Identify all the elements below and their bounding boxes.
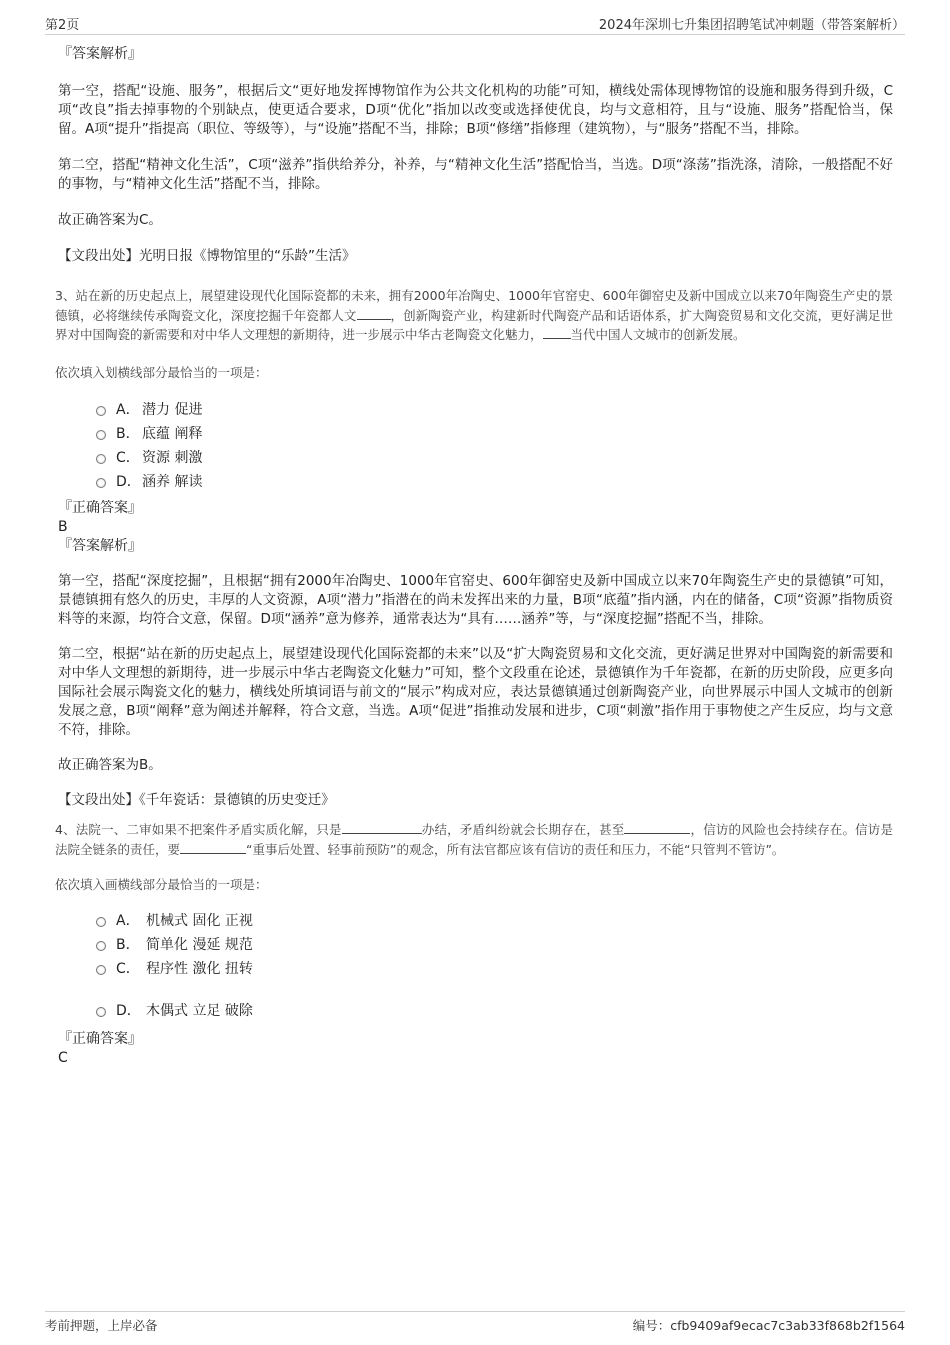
q4-blank-1 bbox=[342, 820, 422, 834]
q3-source: 【文段出处】《千年瓷话：景德镇的历史变迁》 bbox=[58, 792, 335, 808]
footer-slogan: 考前押题，上岸必备 bbox=[45, 1318, 158, 1333]
q4-option-d[interactable]: D． 木偶式 立足 破除 bbox=[58, 999, 893, 1023]
q3-option-b[interactable]: B． 底蕴 阐释 bbox=[58, 422, 893, 446]
document-title: 2024年深圳七升集团招聘笔试冲刺题（带答案解析） bbox=[598, 18, 905, 33]
q2-conclusion: 故正确答案为C。 bbox=[58, 212, 162, 228]
q4-option-a[interactable]: A． 机械式 固化 正视 bbox=[58, 909, 893, 933]
radio-icon[interactable] bbox=[96, 965, 106, 975]
q4-option-b[interactable]: B． 简单化 漫延 规范 bbox=[58, 933, 893, 957]
q4-option-c[interactable]: C． 程序性 激化 扭转 bbox=[58, 957, 893, 981]
q3-options bbox=[58, 398, 893, 494]
q2-analysis-paragraph-1: 第一空，搭配“设施、服务”，根据后文“更好地发挥博物馆作为公共文化机构的功能”可知，横线处需体现博物馆的设施和服务得到升级，C项“改良”指去掉事物的个别缺点，使更适合要求，D项“优化”指加以改变或选择使优良，均与文意相符，且与“设施、服务”搭配恰当，保留。A项“提升”指提高（职位、等级等），与“设施”搭配不当，排除；B项“修缮”指修理（建筑物），与“服务”搭配不当，排除。 bbox=[58, 83, 893, 137]
q3-blank-1 bbox=[357, 306, 391, 320]
q3-instruction: 依次填入划横线部分最恰当的一项是： bbox=[55, 364, 268, 380]
radio-icon[interactable] bbox=[96, 478, 106, 488]
page-footer bbox=[45, 1311, 905, 1336]
page-number: 第2页 bbox=[45, 18, 80, 33]
document-body bbox=[55, 44, 893, 1067]
q4-blank-3 bbox=[180, 840, 246, 854]
radio-icon[interactable] bbox=[96, 941, 106, 951]
q3-option-a[interactable]: A． 潜力 促进 bbox=[58, 398, 893, 422]
q4-options bbox=[58, 909, 893, 1023]
q2-analysis-paragraph-2: 第二空，搭配“精神文化生活”，C项“滋养”指供给养分，补养，与“精神文化生活”搭配恰当，当选。D项“涤荡”指洗涤，清除，一般搭配不好的事物，与“精神文化生活”搭配不当，排除。 bbox=[58, 157, 893, 192]
q3-stem: 3、站在新的历史起点上，展望建设现代化国际瓷都的未来，拥有2000年冶陶史、1000年官窑史、600年御窑史及新中国成立以来70年陶瓷生产史的景德镇，必将继续传承陶瓷文化，深度挖掘千年瓷都人文 ，创新陶瓷产业，构建新时代陶瓷产品和话语体系，扩大陶瓷贸易和文化交流，更好满足世界对中国陶瓷的新需要和对中华人文理想的新期待，进一步展示中华古老陶瓷文化魅力， 当代中国人文城市的创新发展。 bbox=[55, 288, 893, 342]
q3-option-d[interactable]: D．涵养 解读 bbox=[58, 470, 893, 494]
q3-analysis-paragraph-1: 第一空，搭配“深度挖掘”，且根据“拥有2000年冶陶史、1000年官窑史、600年御窑史及新中国成立以来70年陶瓷生产史的景德镇”可知，景德镇拥有悠久的历史，丰厚的人文资源，A项“潜力”指潜在的尚未发挥出来的力量，B项“底蕴”指内涵，内在的储备，C项“资源”指物质资料等的来源，均符合文意，保留。D项“涵养”意为修养，通常表达为“具有……涵养”等，与“深度挖掘”搭配不当，排除。 bbox=[58, 573, 893, 627]
radio-icon[interactable] bbox=[96, 917, 106, 927]
document-code: 编号：cfb9409af9ecac7c3ab33f868b2f1564 bbox=[632, 1318, 905, 1333]
q3-blank-2 bbox=[543, 325, 571, 339]
q3-answer: B bbox=[58, 519, 68, 535]
radio-icon[interactable] bbox=[96, 430, 106, 440]
q4-answer: C bbox=[58, 1049, 68, 1066]
q3-analysis-label: 『答案解析』 bbox=[58, 538, 142, 554]
q4-stem: 4、法院一、二审如果不把案件矛盾实质化解，只是 办结，矛盾纠纷就会长期存在，甚至 ，信访的风险也会持续存在。信访是法院全链条的责任，要 “重事后处置、轻事前预防”的观念，所有法官都应该有信访的责任和压力，不能“只管判不管访”。 bbox=[55, 822, 893, 857]
q2-source: 【文段出处】光明日报《博物馆里的“乐龄”生活》 bbox=[58, 248, 356, 264]
page-header bbox=[45, 14, 905, 35]
q3-conclusion: 故正确答案为B。 bbox=[58, 757, 162, 773]
q4-instruction: 依次填入画横线部分最恰当的一项是： bbox=[55, 877, 268, 892]
q3-analysis-paragraph-2: 第二空，根据“站在新的历史起点上，展望建设现代化国际瓷都的未来”以及“扩大陶瓷贸易和文化交流，更好满足世界对中国陶瓷的新需要和对中华人文理想的新期待，进一步展示中华古老陶瓷文化魅力”可知，整个文段重在论述，景德镇作为千年瓷都，在新的历史阶段，应更多向国际社会展示陶瓷文化的魅力，横线处所填词语与前文的“展示”构成对应，表达景德镇通过创新陶瓷产业，向世界展示中国人文城市的创新发展之意，B项“阐释”意为阐述并解释，符合文意，当选。A项“促进”指推动发展和进步，C项“刺激”指作用于事物使之产生反应，均与文意不符，排除。 bbox=[58, 646, 893, 738]
radio-icon[interactable] bbox=[96, 454, 106, 464]
q4-blank-2 bbox=[624, 820, 690, 834]
radio-icon[interactable] bbox=[96, 406, 106, 416]
radio-icon[interactable] bbox=[96, 1007, 106, 1017]
q4-correct-label: 『正确答案』 bbox=[58, 1030, 142, 1047]
q3-correct-label: 『正确答案』 bbox=[58, 500, 142, 516]
q3-option-c[interactable]: C． 资源 刺激 bbox=[58, 446, 893, 470]
q2-analysis-label: 『答案解析』 bbox=[58, 46, 142, 62]
